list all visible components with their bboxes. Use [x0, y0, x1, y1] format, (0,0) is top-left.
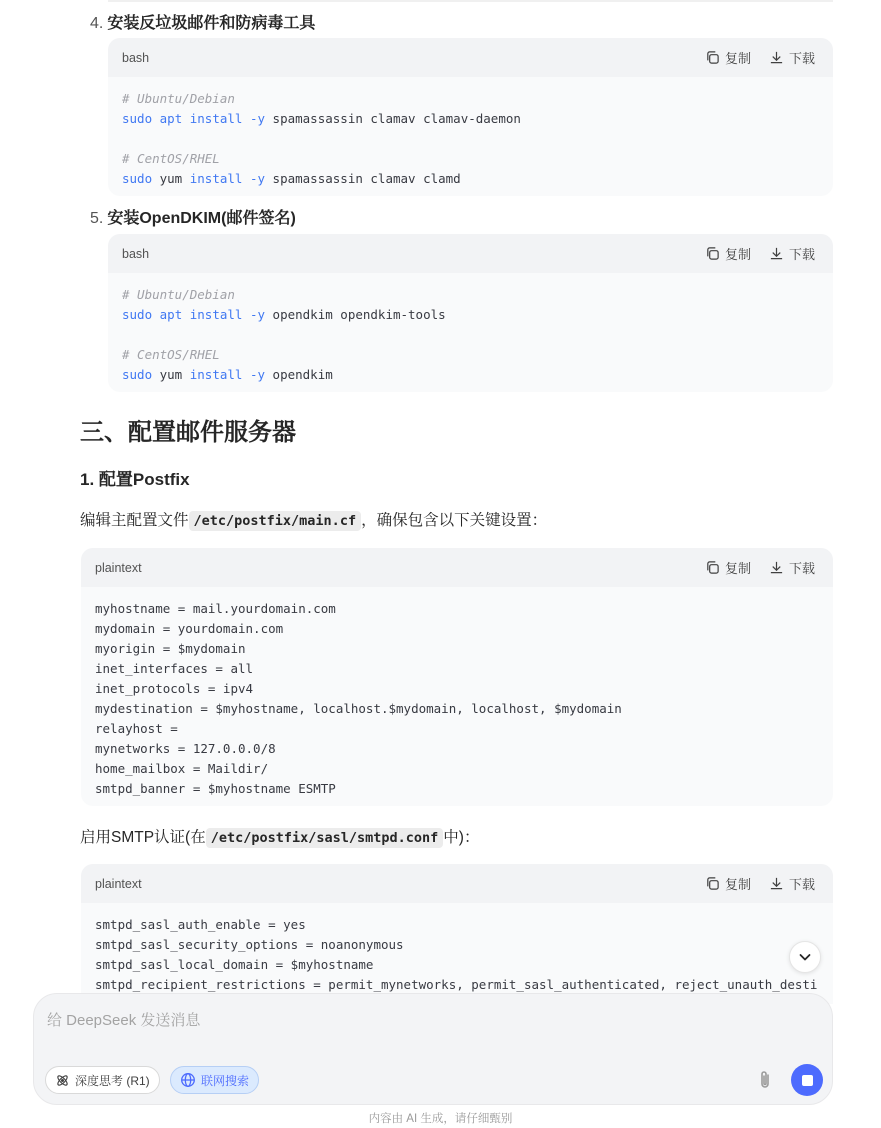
subsection-heading: 1. 配置Postfix — [80, 470, 190, 489]
code-token: smtpd_banner = $myhostname ESMTP — [95, 781, 336, 796]
code-token: smtpd_sasl_security_options = noanonymous — [95, 937, 404, 952]
code-token: install — [189, 171, 243, 186]
download-button[interactable]: 下载 — [769, 244, 815, 263]
copy-button[interactable]: 复制 — [705, 558, 751, 577]
code-token: # Ubuntu/Debian — [122, 91, 235, 106]
code-line — [122, 305, 819, 325]
code-token: sudo — [122, 111, 153, 126]
chevron-down-icon — [797, 949, 813, 965]
copy-button[interactable]: 复制 — [705, 244, 751, 263]
globe-icon — [180, 1072, 196, 1088]
code-token: yum — [152, 367, 190, 382]
code-header — [81, 548, 833, 587]
code-line — [122, 365, 819, 385]
code-line — [122, 345, 819, 365]
code-token: install — [189, 367, 243, 382]
web-search-toggle[interactable]: 联网搜索 — [170, 1066, 259, 1094]
code-header — [108, 38, 833, 77]
code-token — [182, 307, 190, 322]
copy-button[interactable]: 复制 — [705, 48, 751, 67]
copy-button[interactable]: 复制 — [705, 874, 751, 893]
code-line — [122, 325, 819, 345]
code-token: home_mailbox = Maildir/ — [95, 761, 269, 776]
code-line — [122, 285, 819, 305]
code-line — [95, 975, 819, 995]
deep-think-toggle[interactable]: 深度思考 (R1) — [45, 1066, 160, 1094]
code-token: opendkim — [265, 367, 333, 382]
code-line — [95, 679, 819, 699]
code-line — [95, 759, 819, 779]
code-line — [95, 719, 819, 739]
code-line — [95, 699, 819, 719]
code-token — [182, 111, 190, 126]
download-button[interactable]: 下载 — [769, 48, 815, 67]
attach-file-button[interactable] — [752, 1067, 778, 1093]
code-token: myhostname = mail.yourdomain.com — [95, 601, 336, 616]
code-token: sudo — [122, 367, 153, 382]
code-header — [81, 864, 833, 903]
code-line — [122, 89, 819, 109]
message-input[interactable] — [47, 1008, 787, 1032]
code-token — [152, 307, 160, 322]
code-body — [81, 903, 833, 1001]
code-token — [242, 307, 250, 322]
code-token — [242, 111, 250, 126]
download-button[interactable]: 下载 — [769, 558, 815, 577]
code-line — [95, 739, 819, 759]
code-block — [108, 234, 833, 392]
paragraph: 启用SMTP认证(在 /etc/postfix/sasl/smtpd.conf 中)： — [80, 829, 480, 846]
code-token: smtpd_sasl_local_domain = $myhostname — [95, 957, 374, 972]
code-token: relayhost = — [95, 721, 178, 736]
code-token: # CentOS/RHEL — [122, 347, 220, 362]
ai-disclaimer: 内容由 AI 生成，请仔细甄别 — [368, 1113, 513, 1125]
copy-icon — [705, 50, 720, 65]
code-body — [108, 77, 833, 195]
code-token: spamassassin clamav clamav-daemon — [265, 111, 521, 126]
code-token: apt — [159, 307, 183, 322]
code-token: myorigin = $mydomain — [95, 641, 246, 656]
stop-icon — [802, 1075, 813, 1086]
code-token: inet_interfaces = all — [95, 661, 254, 676]
code-block — [81, 548, 833, 806]
code-token: -y — [249, 111, 266, 126]
download-icon — [769, 246, 784, 261]
code-line — [95, 599, 819, 619]
code-language-label: bash — [122, 50, 150, 65]
message-composer — [33, 993, 833, 1105]
download-button[interactable]: 下载 — [769, 874, 815, 893]
code-token: # Ubuntu/Debian — [122, 287, 235, 302]
code-line — [122, 109, 819, 129]
code-token: inet_protocols = ipv4 — [95, 681, 254, 696]
code-token: install — [189, 111, 243, 126]
code-token — [152, 111, 160, 126]
code-line — [95, 915, 819, 935]
previous-block-edge — [108, 0, 833, 2]
code-line — [95, 955, 819, 975]
download-icon — [769, 560, 784, 575]
inline-code: /etc/postfix/sasl/smtpd.conf — [206, 828, 444, 848]
code-line — [95, 659, 819, 679]
code-token: mynetworks = 127.0.0.0/8 — [95, 741, 276, 756]
code-token: yum — [152, 171, 190, 186]
code-block — [81, 864, 833, 1004]
download-icon — [769, 876, 784, 891]
code-token: -y — [249, 171, 266, 186]
code-body — [108, 273, 833, 391]
code-token: spamassassin clamav clamd — [265, 171, 461, 186]
code-token: mydestination = $myhostname, localhost.$mydomain, localhost, $mydomain — [95, 701, 622, 716]
code-line — [122, 169, 819, 189]
copy-icon — [705, 876, 720, 891]
copy-icon — [705, 560, 720, 575]
atom-icon — [55, 1073, 70, 1088]
inline-code: /etc/postfix/main.cf — [189, 511, 362, 531]
code-line — [122, 129, 819, 149]
code-line — [95, 619, 819, 639]
code-language-label: plaintext — [95, 876, 142, 891]
code-token: opendkim opendkim-tools — [265, 307, 446, 322]
list-item-title: 4. 安装反垃圾邮件和防病毒工具 — [90, 15, 316, 32]
code-token: sudo — [122, 171, 153, 186]
code-token: mydomain = yourdomain.com — [95, 621, 284, 636]
code-token — [242, 171, 250, 186]
code-token: install — [189, 307, 243, 322]
code-token — [242, 367, 250, 382]
code-line — [122, 149, 819, 169]
code-block — [108, 38, 833, 196]
paperclip-icon — [755, 1069, 775, 1091]
code-language-label: bash — [122, 246, 150, 261]
list-item-title: 5. 安装OpenDKIM(邮件签名) — [90, 210, 296, 227]
copy-icon — [705, 246, 720, 261]
code-token: -y — [249, 367, 266, 382]
code-token: sudo — [122, 307, 153, 322]
section-heading: 三、配置邮件服务器 — [80, 419, 296, 446]
paragraph: 编辑主配置文件 /etc/postfix/main.cf ，确保包含以下关键设置： — [80, 512, 548, 529]
scroll-to-bottom-button[interactable] — [789, 941, 821, 973]
code-token: -y — [249, 307, 266, 322]
download-icon — [769, 50, 784, 65]
code-language-label: plaintext — [95, 560, 142, 575]
code-header — [108, 234, 833, 273]
code-line — [95, 639, 819, 659]
code-line — [95, 779, 819, 799]
code-token: apt — [159, 111, 183, 126]
code-token: # CentOS/RHEL — [122, 151, 220, 166]
stop-generation-button[interactable] — [791, 1064, 823, 1096]
code-body — [81, 587, 833, 805]
code-token: smtpd_sasl_auth_enable = yes — [95, 917, 306, 932]
code-line — [95, 935, 819, 955]
code-token: smtpd_recipient_restrictions = permit_mynetworks, permit_sasl_authenticated, reject_unauth_desti — [95, 977, 818, 992]
